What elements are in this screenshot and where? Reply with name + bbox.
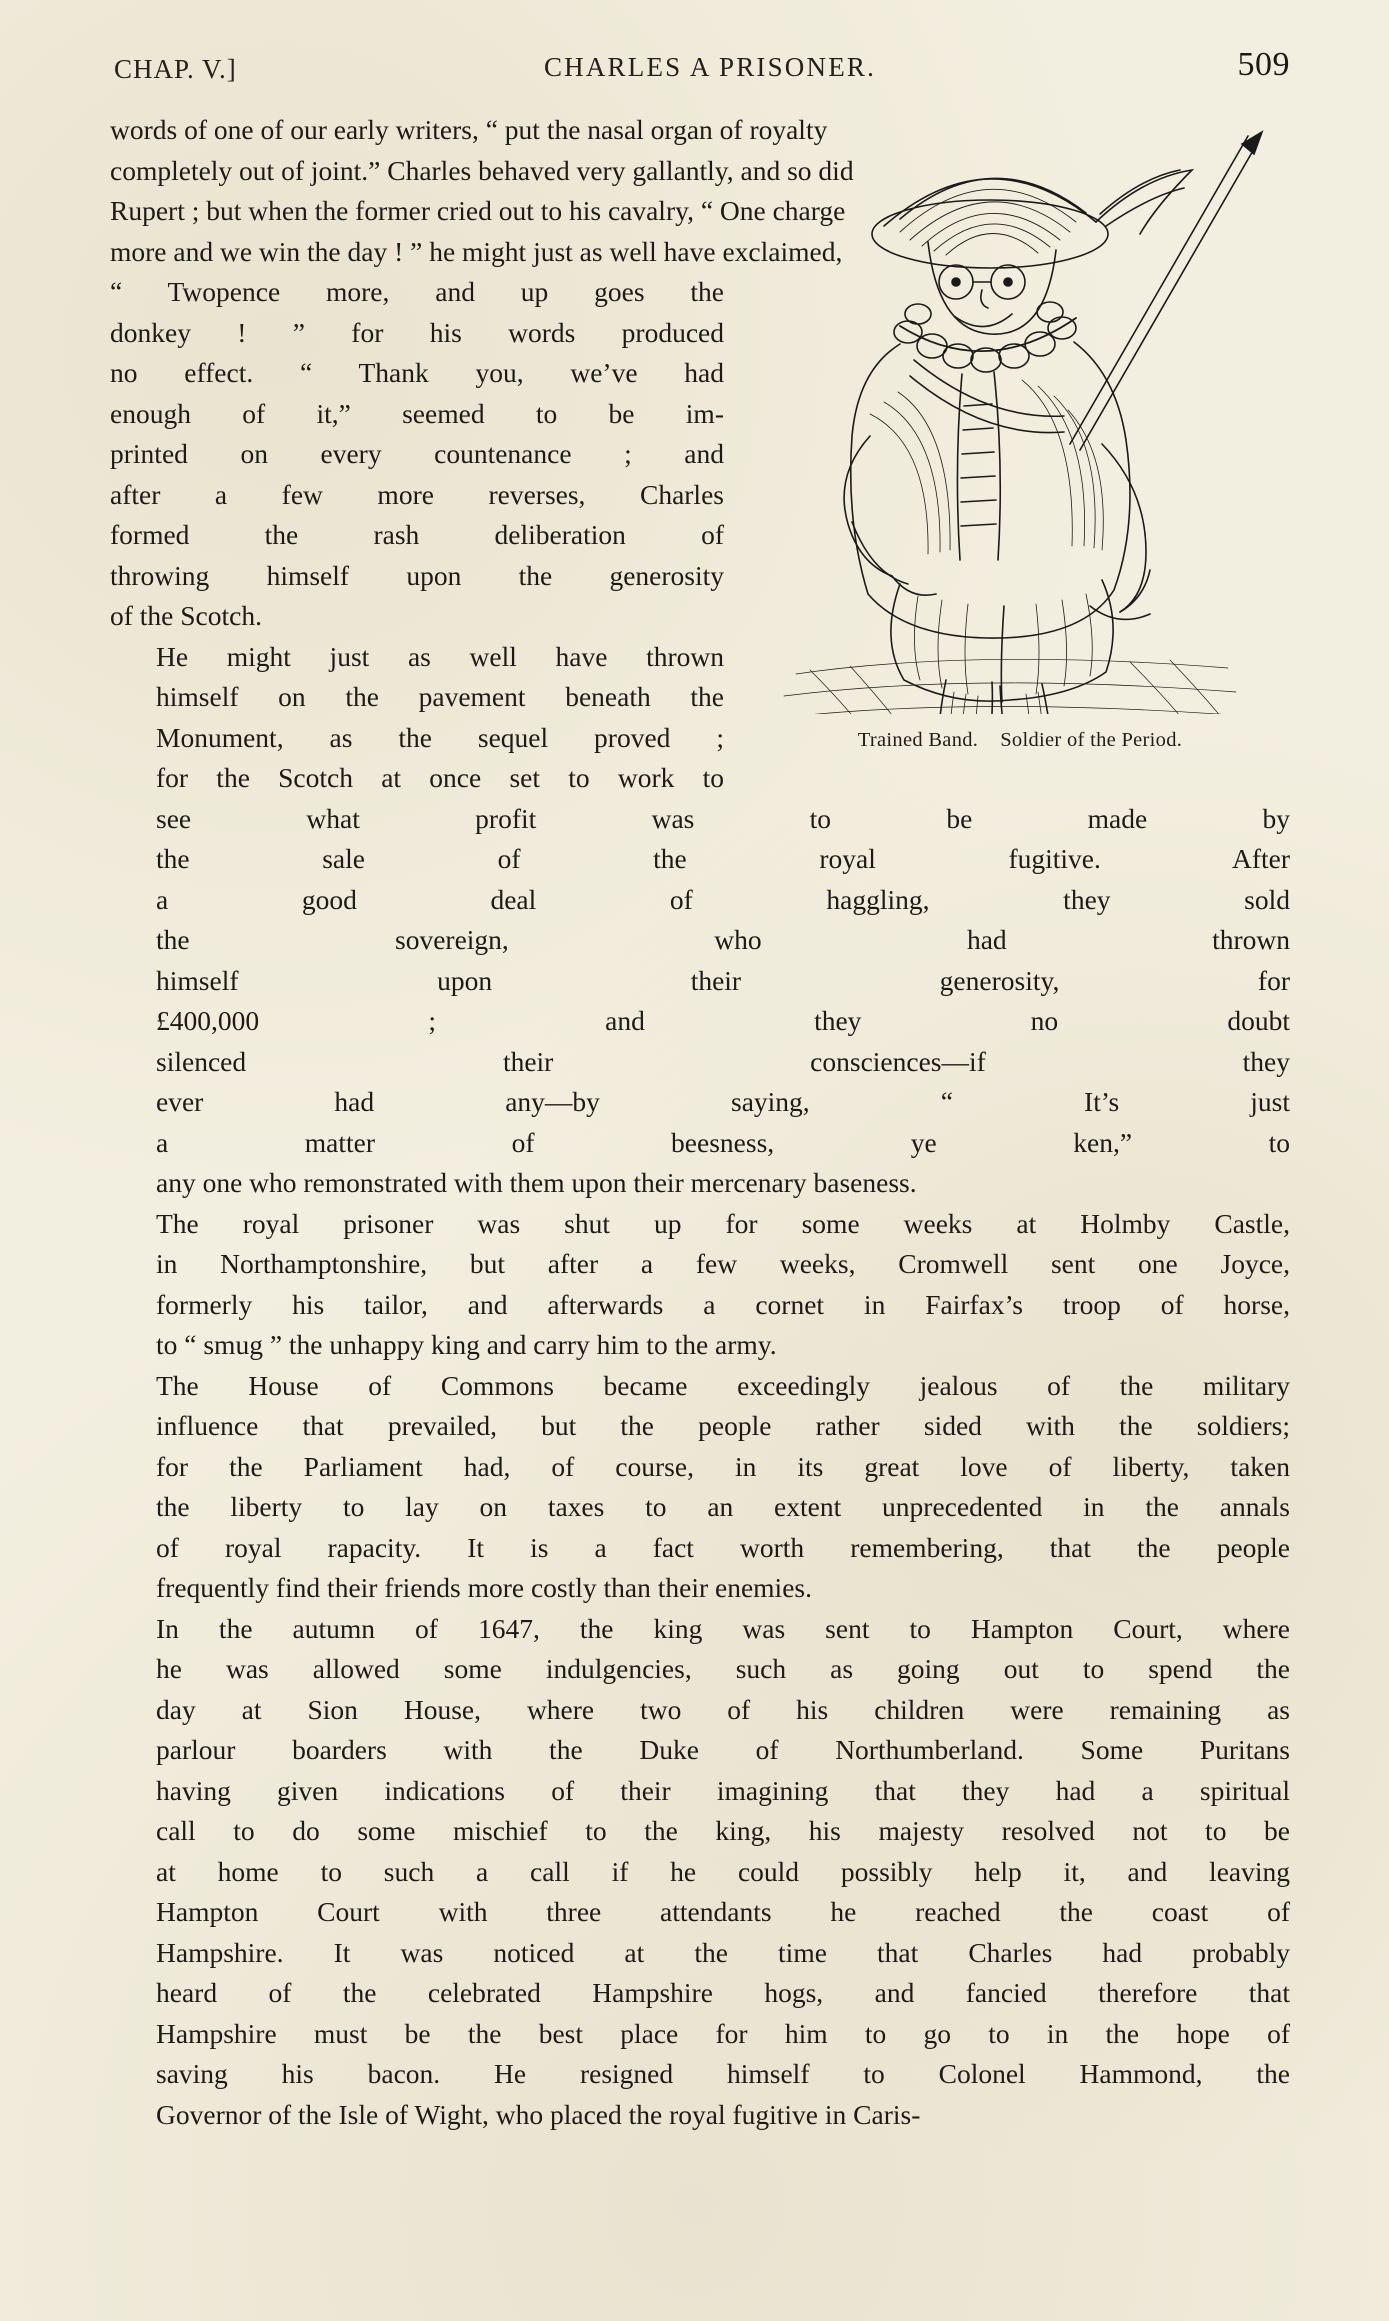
- page-number: 509: [1237, 46, 1290, 83]
- text-line: donkey ! ” for his words produced: [110, 316, 724, 348]
- text-line: any one who remonstrated with them upon their mercenary baseness.: [156, 1167, 917, 1198]
- text-line: completely out of joint.” Charles behaved very gallantly, and so did: [110, 154, 854, 186]
- text-line: for the Scotch at once set to work to: [156, 762, 724, 793]
- text-line: He might just as well have thrown: [156, 640, 724, 672]
- text-line: heard of the celebrated Hampshire hogs, and fancied therefore that: [156, 1977, 1290, 2008]
- illustration-image: [750, 114, 1290, 714]
- text-line: in Northamptonshire, but after a few weeks, Cromwell sent one Joyce,: [156, 1248, 1290, 1279]
- text-line: parlour boarders with the Duke of Northumberland. Some Puritans: [156, 1734, 1290, 1765]
- text-line: words of one of our early writers, “ put the nasal organ of royalty: [110, 114, 828, 145]
- text-line: Hampshire must be the best place for him to go to in the hope of: [156, 2017, 1290, 2049]
- text-line: the sovereign, who had thrown: [156, 924, 1290, 955]
- text-line: printed on every countenance ; and: [110, 438, 724, 469]
- text-line: In the autumn of 1647, the king was sent to Hampton Court, where: [156, 1612, 1290, 1644]
- text-line: the liberty to lay on taxes to an extent unprecedented in the annals: [156, 1491, 1290, 1522]
- text-line: having given indications of their imagining that they had a spiritual: [156, 1774, 1290, 1806]
- text-line: for the Parliament had, of course, in its great love of liberty, taken: [156, 1450, 1290, 1482]
- text-line: see what profit was to be made by: [156, 802, 1290, 834]
- text-line: saving his bacon. He resigned himself to Colonel Hammond, the: [156, 2058, 1290, 2089]
- text-line: formerly his tailor, and afterwards a cornet in Fairfax’s troop of horse,: [156, 1288, 1290, 1320]
- illustration-caption-right: Soldier of the Period.: [1000, 729, 1183, 751]
- text-line: Rupert ; but when the former cried out to his cavalry, “ One charge: [110, 195, 846, 226]
- text-line: himself on the pavement beneath the: [156, 681, 724, 712]
- text-line: call to do some mischief to the king, his majesty resolved not to be: [156, 1815, 1290, 1846]
- text-line: a good deal of haggling, they sold: [156, 883, 1290, 915]
- text-line: The royal prisoner was shut up for some weeks at Holmby Castle,: [156, 1207, 1290, 1239]
- text-line: enough of it,” seemed to be im-: [110, 397, 724, 429]
- text-line: of royal rapacity. It is a fact worth remembering, that the people: [156, 1531, 1290, 1563]
- text-line: after a few more reverses, Charles: [110, 478, 724, 510]
- text-line: ever had any—by saying, “ It’s just: [156, 1086, 1290, 1117]
- text-line: himself upon their generosity, for: [156, 964, 1290, 996]
- text-line: Hampshire. It was noticed at the time that Charles had probably: [156, 1936, 1290, 1968]
- text-line: he was allowed some indulgencies, such as going out to spend the: [156, 1653, 1290, 1684]
- text-line: influence that prevailed, but the people rather sided with the soldiers;: [156, 1410, 1290, 1441]
- text-line: silenced their consciences—if they: [156, 1045, 1290, 1077]
- paragraph-4: [110, 1366, 1290, 1609]
- text-line: day at Sion House, where two of his children were remaining as: [156, 1693, 1290, 1725]
- text-line: no effect. “ Thank you, we’ve had: [110, 357, 724, 388]
- text-line: to “ smug ” the unhappy king and carry him to the army.: [156, 1329, 777, 1360]
- text-line: Hampton Court with three attendants he reached the coast of: [156, 1896, 1290, 1927]
- paragraph-3: [110, 1204, 1290, 1366]
- running-head-chapter: CHAP. V.]: [114, 54, 237, 84]
- running-head: [110, 46, 1290, 100]
- text-line: of the Scotch.: [110, 600, 262, 631]
- running-head-title: CHARLES A PRISONER.: [543, 52, 877, 82]
- illustration-caption-left: Trained Band.: [857, 729, 979, 751]
- body-text: [110, 110, 1290, 2135]
- text-line: Monument, as the sequel proved ;: [156, 721, 724, 753]
- text-line: The House of Commons became exceedingly jealous of the military: [156, 1369, 1290, 1401]
- text-line: £400,000 ; and they no doubt: [156, 1005, 1290, 1036]
- illustration-caption: [750, 720, 1290, 761]
- text-line: at home to such a call if he could possibly help it, and leaving: [156, 1855, 1290, 1887]
- illustration-block: [750, 114, 1290, 761]
- paragraph-5: [110, 1609, 1290, 2136]
- text-line: formed the rash deliberation of: [110, 519, 724, 550]
- text-line: throwing himself upon the generosity: [110, 559, 724, 591]
- text-line: the sale of the royal fugitive. After: [156, 843, 1290, 874]
- text-line: frequently find their friends more costly than their enemies.: [156, 1572, 812, 1603]
- text-line: “ Twopence more, and up goes the: [110, 276, 724, 307]
- text-line: Governor of the Isle of Wight, who placed the royal fugitive in Caris-: [156, 2098, 921, 2130]
- page-content: [110, 46, 1290, 2135]
- text-line: a matter of beesness, ye ken,” to: [156, 1126, 1290, 1158]
- text-line: more and we win the day ! ” he might just as well have exclaimed,: [110, 235, 843, 267]
